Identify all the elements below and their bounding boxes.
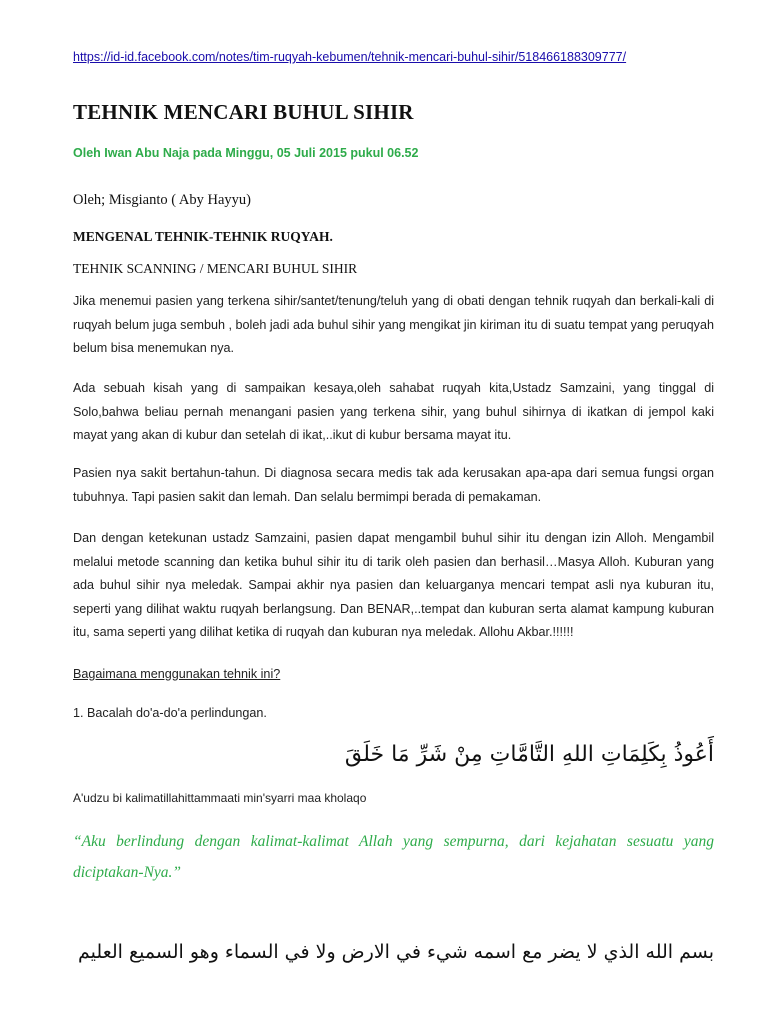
arabic-prayer-2: بسم الله الذي لا يضر مع اسمه شيء في الارض ولا في السماء وهو السميع العليم (78, 941, 714, 963)
section-heading: MENGENAL TEHNIK-TEHNIK RUQYAH. (73, 229, 333, 244)
source-url-link[interactable]: https://id-id.facebook.com/notes/tim-ruqyah-kebumen/tehnik-mencari-buhul-sihir/518466188309777/ (73, 50, 627, 64)
paragraph-1: Jika menemui pasien yang terkena sihir/santet/tenung/teluh yang di obati dengan tehnik ruqyah dan berkali-kali di ruqyah belum juga sembuh , boleh jadi ada buhul sihir yang mengikat jin kiriman itu di suatu tempat yang peruqyah belum bisa menemukan nya. (73, 294, 714, 355)
paragraph-2: Ada sebuah kisah yang di sampaikan kesaya,oleh sahabat ruqyah kita,Ustadz Samzaini, yang tinggal di Solo,bahwa beliau pernah menangani pasien yang terkena sihir, yang buhul sihirnya di ikatkan di jempol kaki mayat yang akan di kubur dan setelah di ikat,..ikut di kubur bersama mayat itu. (73, 381, 714, 442)
author-line: Oleh; Misgianto ( Aby Hayyu) (73, 192, 252, 208)
paragraph-4: Dan dengan ketekunan ustadz Samzaini, pasien dapat mengambil buhul sihir itu dengan izin Alloh. Mengambil melalui metode scanning dan ketika buhul sihir itu di tarik oleh pasien dan berhasil…Masya Alloh. Kuburan yang ada buhul sihir nya meledak. Sampai akhir nya pasien dan keluarganya mencari tempat asli nya kuburan itu, seperti yang dilihat waktu ruqyah berlangsung. Dan BENAR,..tempat dan kuburan serta alamat kampung kuburan itu, sama seperti yang dilihat ketika di ruqyah dan kuburan nya meledak. Allohu Akbar.!!!!!! (73, 531, 714, 639)
step-1: 1. Bacalah do'a-do'a perlindungan. (73, 706, 267, 720)
paragraph-3: Pasien nya sakit bertahun-tahun. Di diagnosa secara medis tak ada kerusakan apa-apa dari semua fungsi organ tubuhnya. Tapi pasien sakit dan lemah. Dan selalu bermimpi berada di pemakaman. (73, 466, 714, 504)
how-to-heading: Bagaimana menggunakan tehnik ini? (73, 667, 281, 681)
transliteration: A'udzu bi kalimatillahittammaati min'syarri maa kholaqo (73, 791, 367, 805)
document-title: TEHNIK MENCARI BUHUL SIHIR (73, 100, 414, 124)
translation-quote: “Aku berlindung dengan kalimat-kalimat Allah yang sempurna, dari kejahatan sesuatu yang diciptakan-Nya.” (73, 833, 714, 881)
sub-heading: TEHNIK SCANNING / MENCARI BUHUL SIHIR (73, 261, 358, 276)
arabic-prayer-1: أَعُوذُ بِكَلِمَاتِ اللهِ التَّامَّاتِ مِنْ شَرِّ مَا خَلَقَ (344, 742, 714, 767)
byline: Oleh Iwan Abu Naja pada Minggu, 05 Juli 2015 pukul 06.52 (73, 146, 419, 160)
